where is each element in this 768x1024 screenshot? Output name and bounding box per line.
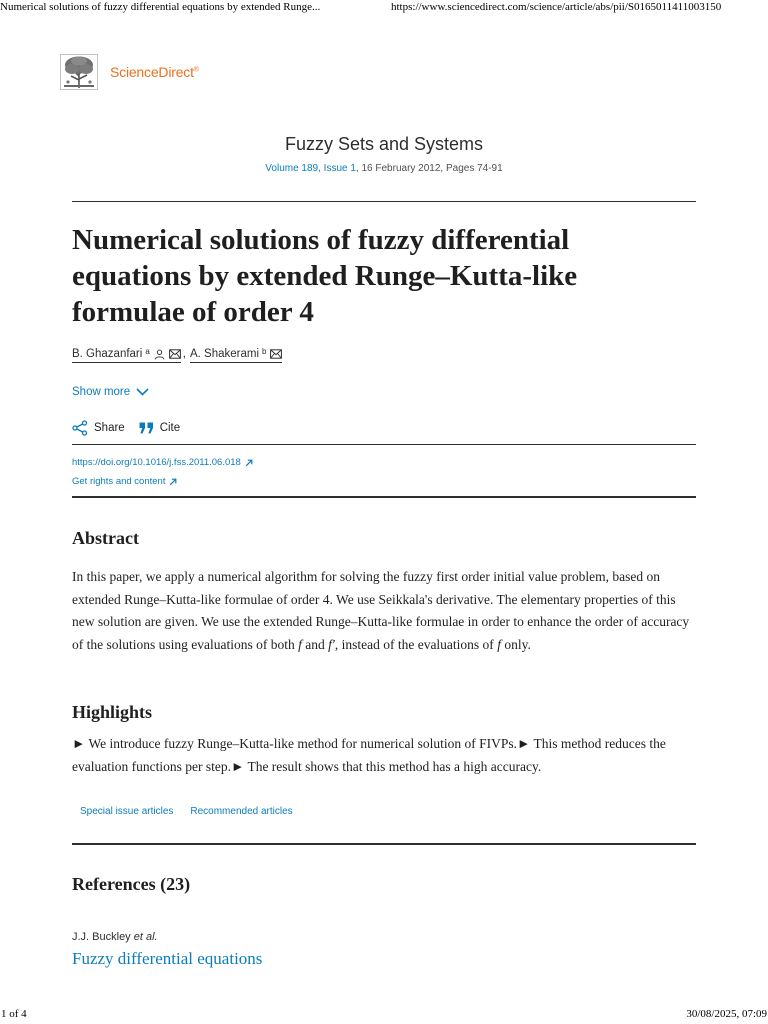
f-symbol: f (298, 636, 302, 652)
sciencedirect-logo[interactable] (60, 54, 199, 90)
journal-name[interactable]: Fuzzy Sets and Systems (284, 134, 484, 154)
mail-icon (169, 349, 181, 359)
article-actions (72, 420, 194, 436)
author-name: A. Shakerami (189, 348, 260, 360)
chevron-down-icon (136, 388, 149, 396)
page-number: 1 of 4 (1, 1008, 27, 1020)
divider (72, 843, 696, 845)
print-header (0, 0, 768, 16)
reference-authors: J.J. Buckley et al. (72, 931, 158, 943)
quote-icon (139, 422, 154, 434)
f-symbol: f (497, 636, 501, 652)
divider (72, 444, 696, 445)
abstract-heading: Abstract (72, 528, 139, 548)
brand-name: ScienceDirect® (110, 64, 199, 80)
tab-special-issue-articles[interactable]: Special issue articles (80, 806, 174, 817)
author-name: B. Ghazanfari (72, 348, 143, 360)
article-tabs (80, 806, 310, 817)
share-button[interactable] (72, 420, 125, 436)
mail-icon (270, 349, 282, 359)
share-label: Share (94, 422, 125, 434)
share-icon (72, 420, 88, 436)
divider (72, 201, 696, 202)
abstract-text: In this paper, we apply a numerical algorithm for solving the fuzzy first order initial value problem, based on extended Runge–Kutta-like formulae of order 4. We use Seikkala's derivative. The elementary properties of this new solution are given. We use the extended Runge–Kutta-like formulae in order to enhance the order of accuracy of the solutions using evaluations of both f and f′, instead of the evaluations of f only. (72, 569, 690, 652)
issue-date-pages: , 16 February 2012, Pages 74-91 (355, 163, 503, 174)
f-prime-symbol: f′ (328, 636, 335, 652)
rights-link[interactable] (72, 476, 177, 487)
article-title: Numerical solutions of fuzzy differential equations by extended Runge–Kutta-like formulae of order 4 (72, 224, 578, 328)
divider (72, 496, 696, 498)
references-heading: References (23) (72, 874, 191, 894)
print-footer (0, 1006, 768, 1024)
affiliation-marker: a (145, 346, 150, 356)
author-list (72, 348, 282, 363)
tab-recommended-articles[interactable]: Recommended articles (190, 806, 293, 817)
doi-link[interactable] (72, 457, 253, 468)
author-shakerami[interactable] (190, 348, 282, 363)
rights-text: Get rights and content (72, 476, 166, 487)
print-header-title: Numerical solutions of fuzzy differential equations by extended Runge... (0, 1, 321, 13)
doi-text: https://doi.org/10.1016/j.fss.2011.06.018 (72, 457, 241, 468)
highlights-text: ► We introduce fuzzy Runge–Kutta-like method for numerical solution of FIVPs.► This method reduces the evaluation functions per step.► The result shows that this method has a high accuracy. (72, 736, 666, 774)
print-datetime: 30/08/2025, 07:09 (686, 1008, 767, 1020)
external-link-icon (245, 459, 253, 467)
cite-label: Cite (159, 422, 181, 434)
print-header-url: https://www.sciencedirect.com/science/article/abs/pii/S0165011411003150 (391, 1, 722, 13)
show-more-button[interactable] (72, 386, 149, 398)
highlights-heading: Highlights (72, 702, 153, 722)
issue-line (0, 163, 768, 174)
show-more-label: Show more (72, 386, 131, 398)
author-separator: , (182, 348, 186, 360)
volume-issue-link[interactable]: Volume 189, Issue 1 (265, 163, 356, 174)
reference-title-link[interactable]: Fuzzy differential equations (72, 949, 263, 968)
author-ghazanfari[interactable] (72, 348, 181, 363)
elsevier-tree-icon (60, 54, 98, 90)
cite-button[interactable] (139, 422, 180, 434)
external-link-icon (169, 478, 177, 486)
person-icon (154, 349, 165, 360)
affiliation-marker: b (262, 346, 267, 356)
